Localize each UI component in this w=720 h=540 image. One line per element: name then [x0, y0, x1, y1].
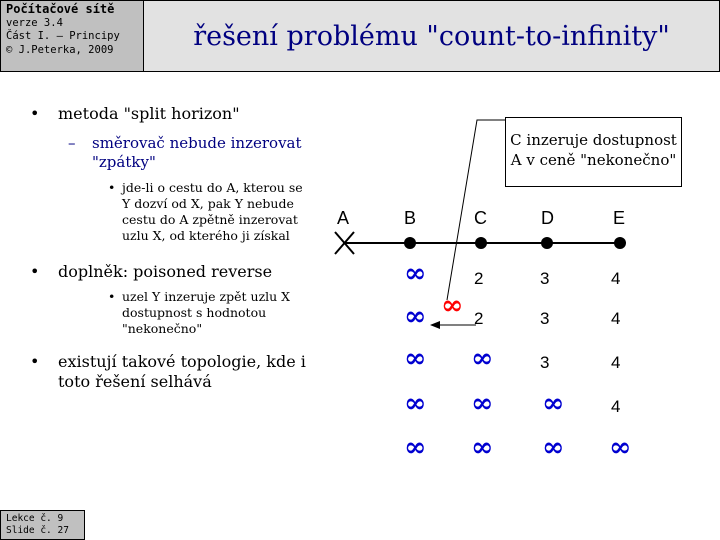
distance-value: ∞	[404, 343, 427, 374]
callout-line: A v ceně "nekonečno"	[510, 151, 677, 169]
slide-title: řešení problému "count-to-infinity"	[193, 21, 670, 52]
distance-value: 3	[540, 353, 550, 372]
lesson-number: Lekce č. 9	[6, 513, 64, 524]
sub-bullet-line: směrovač nebude inzerovat	[92, 134, 302, 152]
bullet-text: toto řešení selhává	[58, 372, 212, 391]
distance-value: ∞	[471, 388, 494, 419]
bullet-dot: •	[30, 104, 40, 123]
distance-value: ∞	[471, 343, 494, 374]
bullet-dash: –	[68, 134, 76, 152]
distance-value: ∞	[404, 388, 427, 419]
course-version: verze 3.4	[6, 16, 63, 29]
distance-value: ∞	[404, 301, 427, 332]
text-line: cestu do A zpětně inzerovat	[122, 212, 298, 227]
bullet-text: doplněk: poisoned reverse	[58, 262, 273, 281]
bullet-text: existují takové topologie, kde i	[58, 352, 306, 371]
distance-value: ∞	[542, 432, 565, 463]
distance-value: ∞	[609, 432, 632, 463]
slide-number: Slide č. 27	[6, 525, 69, 536]
distance-value: 2	[474, 269, 484, 288]
text-line: uzlu X, od kterého ji získal	[122, 228, 290, 243]
bullet-dot: •	[108, 180, 116, 195]
text-line: dostupnost s hodnotou	[122, 305, 267, 320]
distance-value: ∞	[471, 432, 494, 463]
text-line: Y dozví od X, pak Y nebude	[122, 196, 294, 211]
course-copyright: © J.Peterka, 2009	[6, 43, 114, 56]
distance-value: 4	[611, 269, 621, 288]
course-name: Počítačové sítě	[6, 2, 115, 16]
node-c-dot	[475, 237, 487, 249]
bullet-dot: •	[30, 262, 40, 281]
distance-value: 2	[474, 309, 484, 328]
node-label-c: C	[474, 208, 487, 228]
distance-value: 3	[540, 309, 550, 328]
course-part: Část I. – Principy	[6, 30, 120, 42]
node-label-b: B	[404, 208, 417, 228]
node-e-dot	[614, 237, 626, 249]
distance-value: ∞	[404, 258, 427, 289]
text-line: jde-li o cestu do A, kterou se	[122, 180, 303, 195]
node-d-dot	[541, 237, 553, 249]
bullet-dot: •	[108, 289, 116, 304]
node-label-e: E	[613, 208, 626, 228]
distance-value: ∞	[542, 388, 565, 419]
slide-footer	[0, 510, 85, 540]
text-line: uzel Y inzeruje zpět uzlu X	[122, 289, 291, 304]
poisoned-infinity: ∞	[441, 290, 464, 321]
callout-line: C inzeruje dostupnost	[510, 131, 677, 149]
bullet-dot: •	[30, 352, 40, 371]
distance-value: ∞	[404, 432, 427, 463]
distance-value: 4	[611, 309, 621, 328]
text-line: "nekonečno"	[122, 321, 203, 336]
sub-bullet-line: "zpátky"	[92, 153, 156, 171]
distance-value: 3	[540, 269, 550, 288]
distance-value: 4	[611, 353, 621, 372]
node-b-dot	[404, 237, 416, 249]
bullet-text: metoda "split horizon"	[58, 104, 240, 123]
node-label-d: D	[541, 208, 554, 228]
distance-value: 4	[611, 397, 621, 416]
node-label-a: A	[337, 208, 350, 228]
